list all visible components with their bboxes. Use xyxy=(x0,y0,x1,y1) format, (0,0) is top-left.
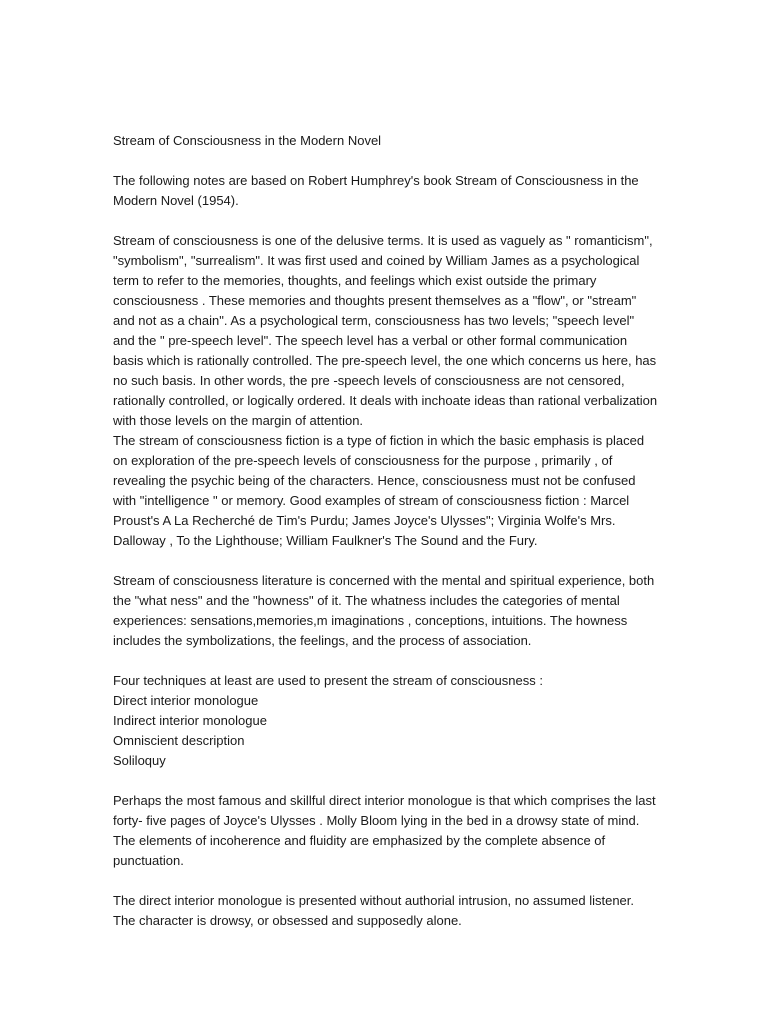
technique-item: Omniscient description xyxy=(113,733,245,748)
paragraph-experience: Stream of consciousness literature is concerned with the mental and spiritual experience, both the "what ness" and the "howness" of it. The whatness includes the categories of mental experiences: sensations,memories,m imaginations , conceptions, intuitions. The howness includes the symbolizations, the feelings, and the process of association. xyxy=(113,573,655,648)
paragraph-fiction: The stream of consciousness fiction is a type of fiction in which the basic emphasis is placed on exploration of the pre-speech levels of consciousness for the purpose , primarily , of revealing the psychic being of the characters. Hence, consciousness must not be confused with "intelligence " or memory. Good examples of stream of consciousness fiction : Marcel Proust's A La Recherché de Tim's Purdu; James Joyce's Ulysses"; Virginia Wolfe's Mrs. Dalloway , To the Lighthouse; William Faulkner's The Sound and the Fury. xyxy=(113,433,645,548)
spacer xyxy=(113,551,658,571)
spacer xyxy=(113,771,658,791)
paragraph-direct-monologue: The direct interior monologue is presented without authorial intrusion, no assumed listener. The character is drowsy, or obsessed and supposedly alone. xyxy=(113,893,635,928)
technique-item: Soliloquy xyxy=(113,753,166,768)
paragraph-definition: Stream of consciousness is one of the delusive terms. It is used as vaguely as " romanticism", "symbolism", "surrealism". It was first used and coined by William James as a psychological term to refer to the memories, thoughts, and feelings which exist outside the primary consciousness . These memories and thoughts present themselves as a "flow", or "stream" and not as a chain". As a psychological term, consciousness has two levels; "speech level" and the " pre-speech level". The speech level has a verbal or other formal communication basis which is rationally controlled. The pre-speech level, the one which concerns us here, has no such basis. In other words, the pre -speech levels of consciousness are not censored, rationally controlled, or logically ordered. It deals with inchoate ideas than rational verbalization with those levels on the margin of attention. xyxy=(113,233,658,428)
spacer xyxy=(113,151,658,171)
techniques-intro: Four techniques at least are used to present the stream of consciousness : xyxy=(113,673,543,688)
spacer xyxy=(113,651,658,671)
document-title: Stream of Consciousness in the Modern Novel xyxy=(113,133,382,148)
document-page xyxy=(113,131,658,931)
intro-paragraph: The following notes are based on Robert Humphrey's book Stream of Consciousness in the Modern Novel (1954). xyxy=(113,173,639,208)
paragraph-joyce: Perhaps the most famous and skillful direct interior monologue is that which comprises the last forty- five pages of Joyce's Ulysses . Molly Bloom lying in the bed in a drowsy state of mind. The elements of incoherence and fluidity are emphasized by the complete absence of punctuation. xyxy=(113,793,656,868)
technique-item: Direct interior monologue xyxy=(113,693,259,708)
spacer xyxy=(113,211,658,231)
spacer xyxy=(113,871,658,891)
technique-item: Indirect interior monologue xyxy=(113,713,267,728)
